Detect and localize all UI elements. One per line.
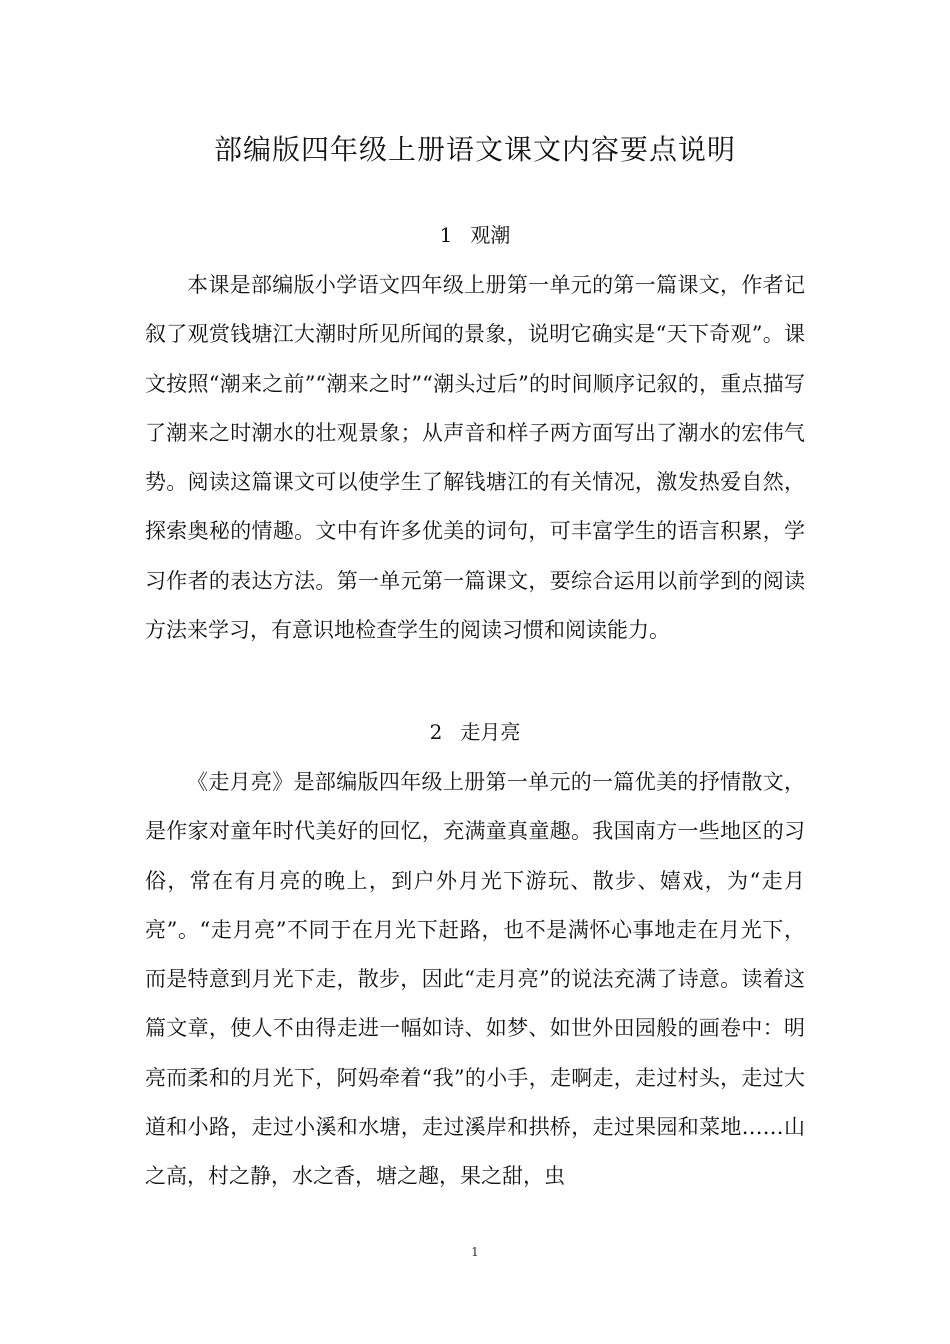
section-number: 1 — [439, 223, 453, 247]
section-title: 观潮 — [470, 223, 511, 247]
section-body-1: 本课是部编版小学语文四年级上册第一单元的第一篇课文，作者记叙了观赏钱塘江大潮时所见所闻的景象，说明它确实是“天下奇观”。课文按照“潮来之前”“潮来之时”“潮头过后”的时间顺序记叙的，重点描写了潮来之时潮水的壮观景象；从声音和样子两方面写出了潮水的宏伟气势。阅读这篇课文可以使学生了解钱塘江的有关情况，激发热爱自然，探索奥秘的情趣。文中有许多优美的词句，可丰富学生的语言积累，学习作者的表达方法。第一单元第一篇课文，要综合运用以前学到的阅读方法来学习，有意识地检查学生的阅读习惯和阅读能力。 — [145, 273, 805, 643]
page-number: 1 — [471, 1245, 479, 1259]
section-number: 2 — [429, 720, 443, 744]
section-heading-2 — [0, 717, 950, 747]
section-body-2: 《走月亮》是部编版四年级上册第一单元的一篇优美的抒情散文，是作家对童年时代美好的回忆，充满童真童趣。我国南方一些地区的习俗，常在有月亮的晚上，到户外月光下游玩、散步、嬉戏，为“走月亮”。“走月亮”不同于在月光下赶路，也不是满怀心事地走在月光下，而是特意到月光下走，散步，因此“走月亮”的说法充满了诗意。读着这篇文章，使人不由得走进一幅如诗、如梦、如世外田园般的画卷中：明亮而柔和的月光下，阿妈牵着“我”的小手，走啊走，走过村头，走过大道和小路，走过小溪和水塘，走过溪岸和拱桥，走过果园和菜地……山之高，村之静，水之香，塘之趣，果之甜，虫 — [145, 770, 805, 1189]
document-title: 部编版四年级上册语文课文内容要点说明 — [213, 133, 736, 166]
section-title: 走月亮 — [460, 720, 521, 744]
section-heading-1 — [0, 220, 950, 250]
